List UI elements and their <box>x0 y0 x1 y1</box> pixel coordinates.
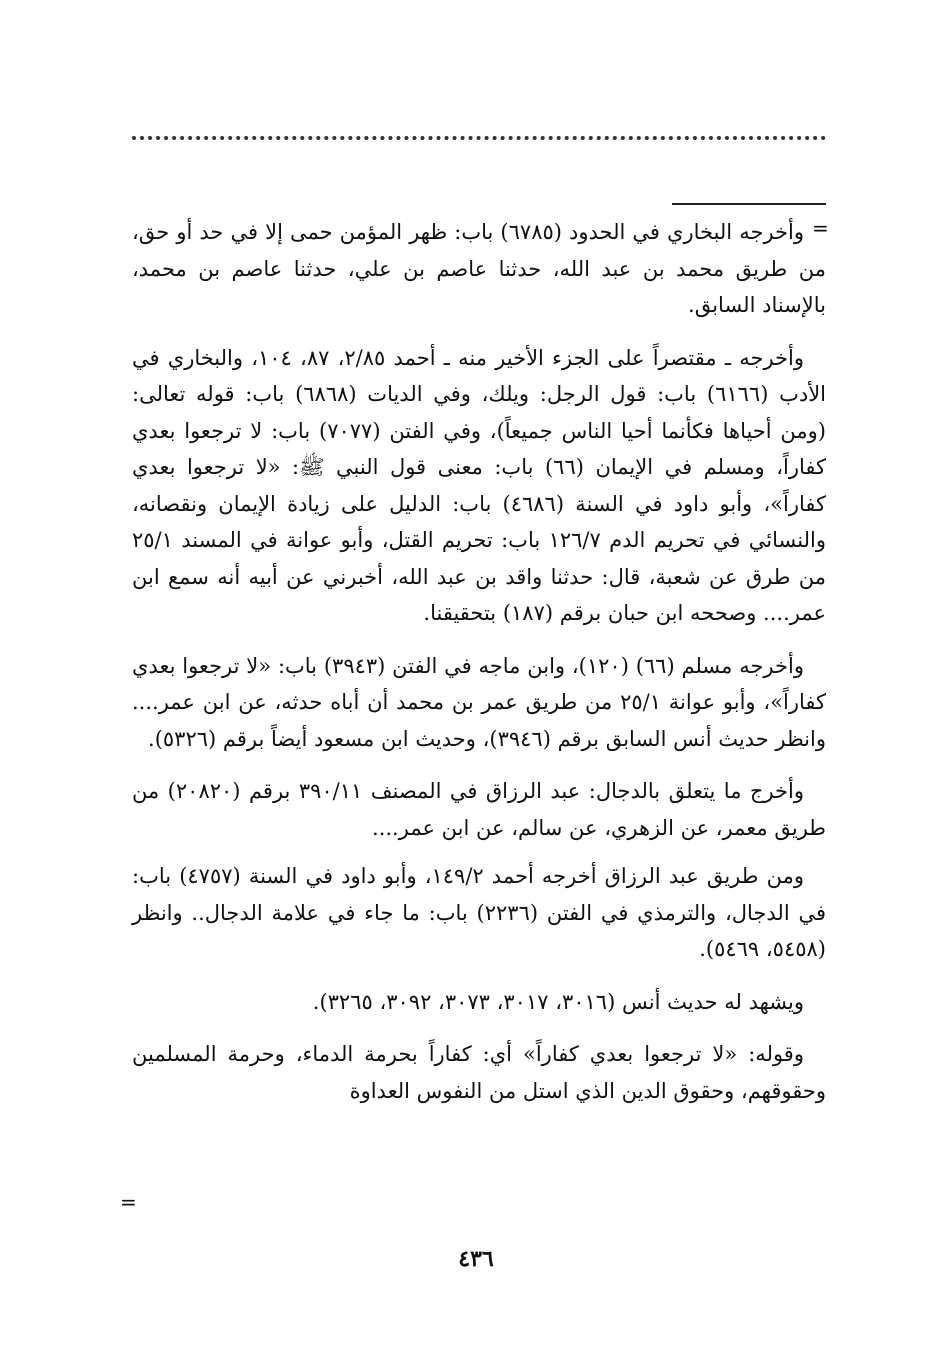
continuation-mark-start: = <box>812 216 829 240</box>
header-dotted-separator <box>132 136 826 150</box>
page-number: ٤٣٦ <box>458 1246 494 1272</box>
footnotes-body <box>132 214 826 1129</box>
footnote-paragraph: وأخرجه البخاري في الحدود (٦٧٨٥) باب: ظهر المؤمن حمى إلا في حد أو حق، من طريق محمد بن عبد الله، حدثنا عاصم بن علي، حدثنا عاصم بن محمد، بالإسناد السابق. <box>132 220 826 317</box>
footnote-paragraph: وأخرجه ـ مقتصراً على الجزء الأخير منه ـ أحمد ٢/٨٥، ٨٧، ١٠٤، والبخاري في الأدب (٦١٦٦) باب: قول الرجل: ويلك، وفي الديات (٦٨٦٨) باب: قوله تعالى: (ومن أحياها فكأنما أحيا الناس جميعاً)، وفي الفتن (٧٠٧٧) باب: لا ترجعوا بعدي كفاراً، ومسلم في الإيمان (٦٦) باب: معنى قول النبي ﷺ: «لا ترجعوا بعدي كفاراً»، وأبو داود في السنة (٤٦٨٦) باب: الدليل على زيادة الإيمان ونقصانه، والنسائي في تحريم الدم ١٢٦/٧ باب: تحريم القتل، وأبو عوانة في المسند ٢٥/١ من طرق عن شعبة، قال: حدثنا واقد بن عبد الله، أخبرني عن أبيه أنه سمع ابن عمر.... وصححه ابن حبان برقم (١٨٧) بتحقيقنا. <box>132 345 827 625</box>
footnote-paragraph: ويشهد له حديث أنس (٣٠١٦، ٣٠١٧، ٣٠٧٣، ٣٠٩٢، ٣٢٦٥). <box>312 989 804 1014</box>
footnote-paragraph: وقوله: «لا ترجعوا بعدي كفاراً» أي: كفاراً بحرمة الدماء، وحرمة المسلمين وحقوقهم، وحقوق الدين الذي استل من النفوس العداوة <box>132 1042 826 1103</box>
footnote-rule <box>672 203 826 205</box>
footnote-paragraph: وأخرجه مسلم (٦٦) (١٢٠)، وابن ماجه في الفتن (٣٩٤٣) باب: «لا ترجعوا بعدي كفاراً»، وأبو عوانة ٢٥/١ من طريق عمر بن محمد أن أباه حدثه، عن ابن عمر.... وانظر حديث أنس السابق برقم (٣٩٤٦)، وحديث ابن مسعود أيضاً برقم (٥٣٢٦). <box>132 653 826 751</box>
footnote-paragraph: وأخرج ما يتعلق بالدجال: عبد الرزاق في المصنف ٣٩٠/١١ برقم (٢٠٨٢٠) من طريق معمر، عن الزهري، عن سالم، عن ابن عمر.... <box>132 779 826 840</box>
footnote-paragraph: ومن طريق عبد الرزاق أخرجه أحمد ١٤٩/٢، وأبو داود في السنة (٤٧٥٧) باب: في الدجال، والترمذي في الفتن (٢٢٣٦) باب: ما جاء في علامة الدجال.. وانظر (٥٤٥٨، ٥٤٦٩). <box>132 864 826 961</box>
continuation-mark-end: = <box>120 1190 137 1214</box>
